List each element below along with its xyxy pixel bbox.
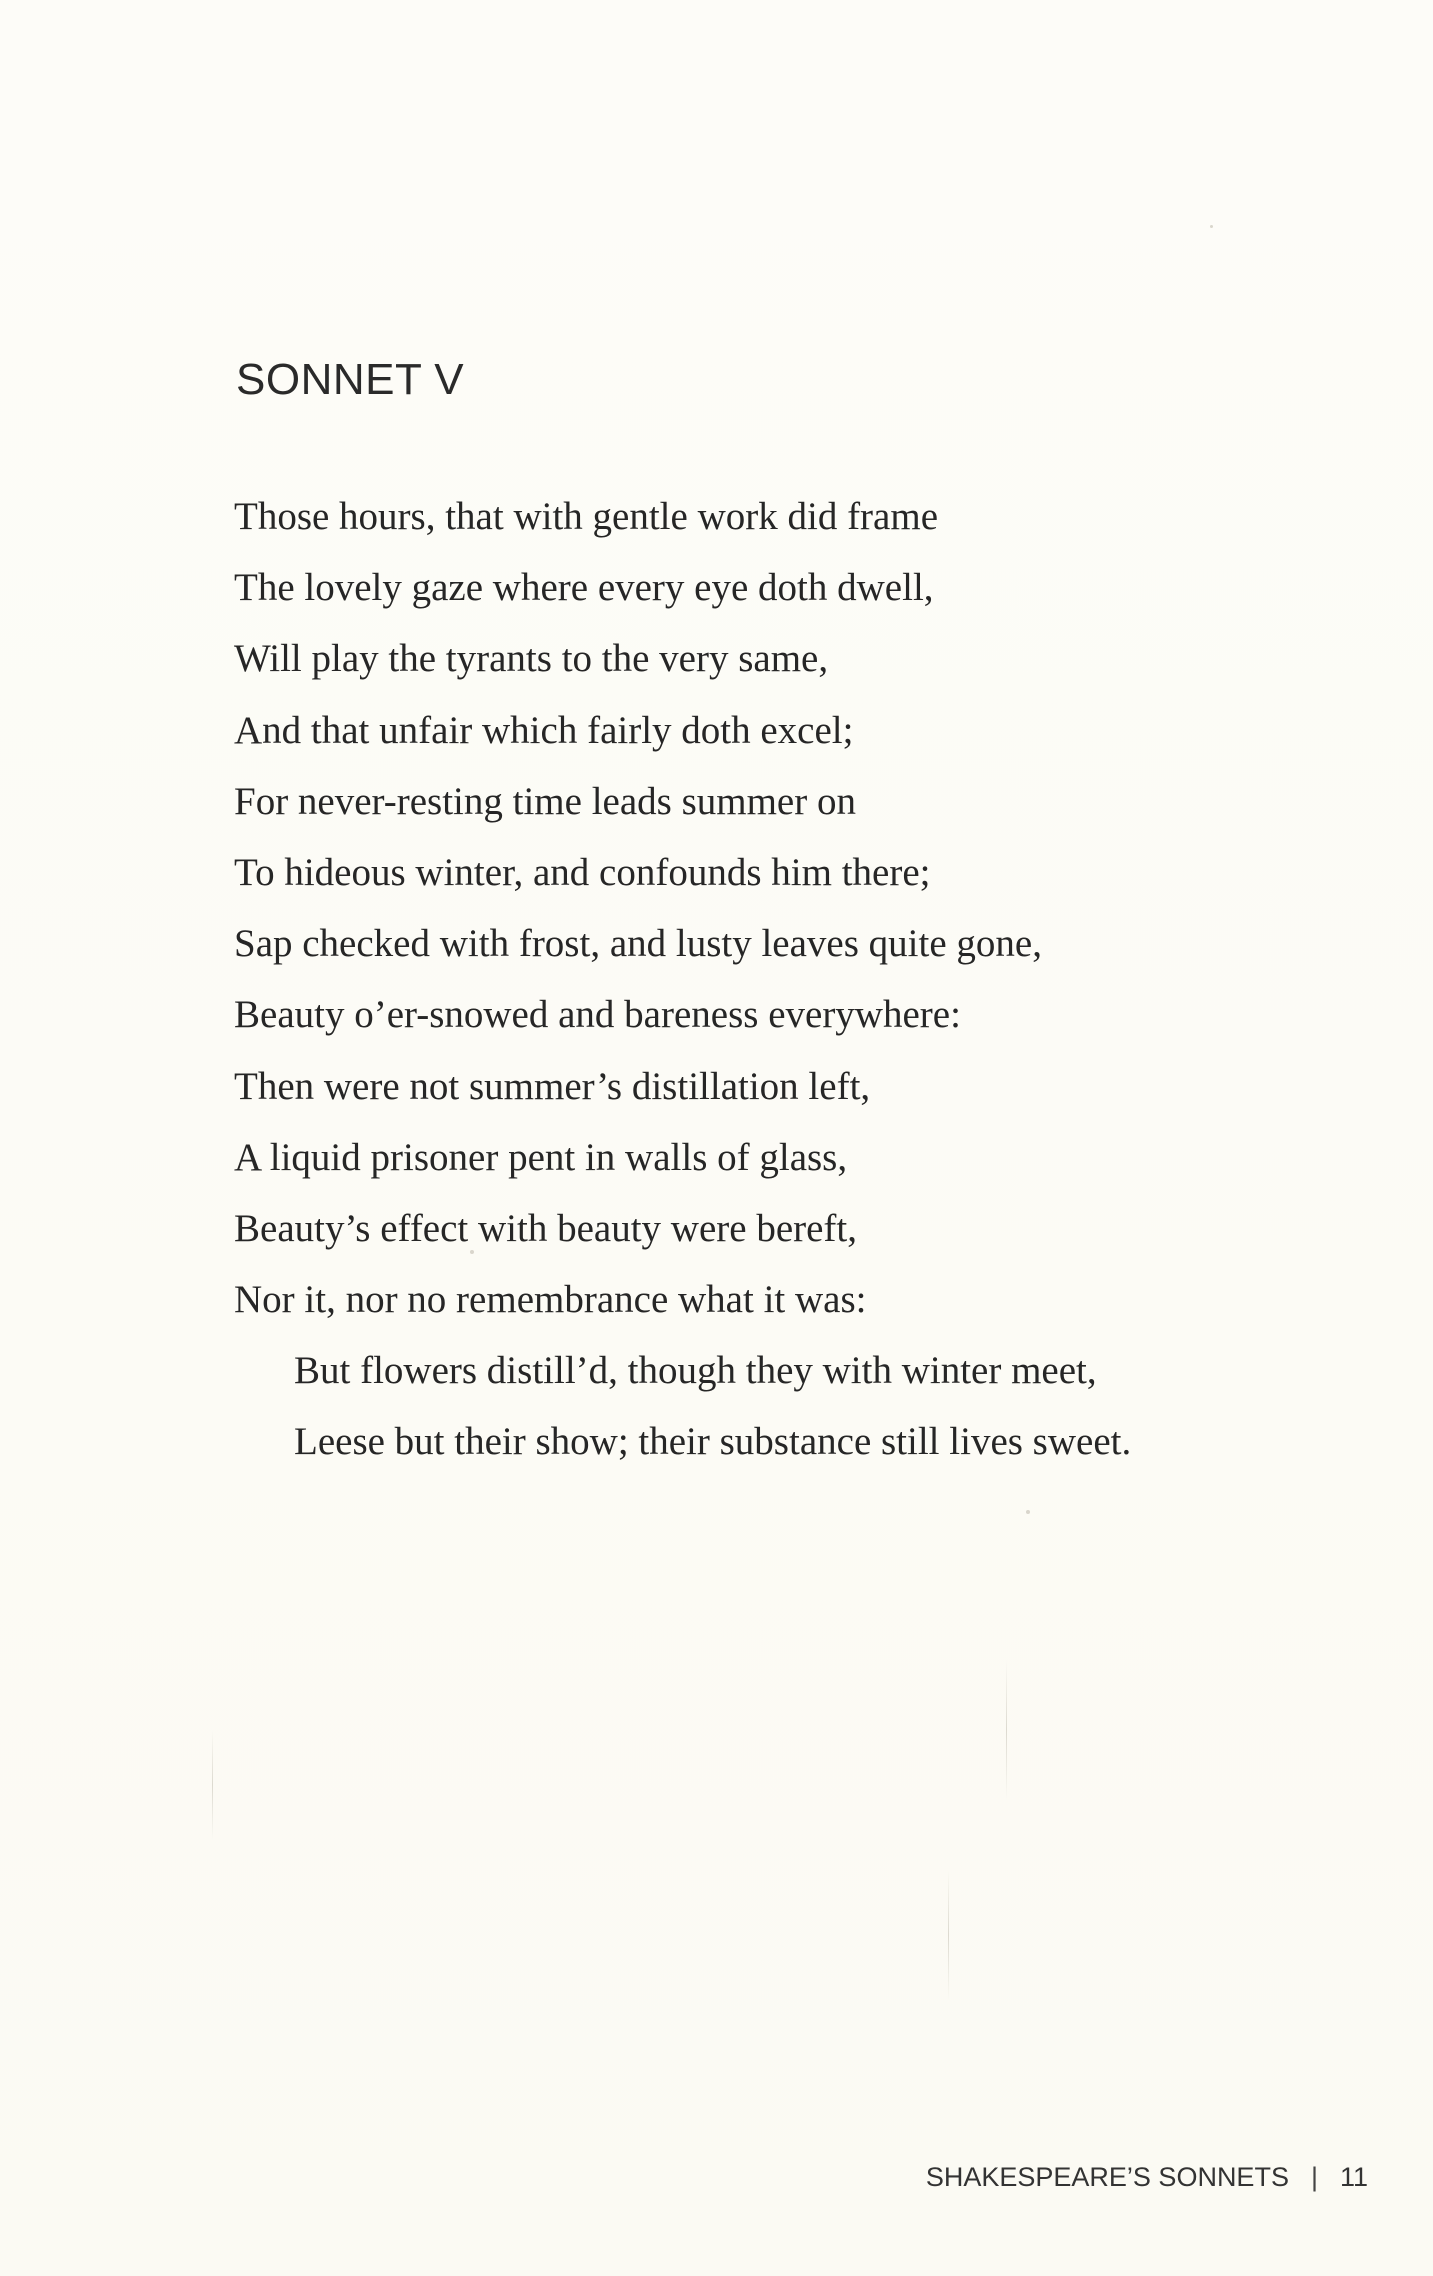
poem-line: Sap checked with frost, and lusty leaves quite gone,: [234, 922, 1042, 966]
poem-line: The lovely gaze where every eye doth dwell,: [234, 566, 934, 610]
footer-separator: |: [1310, 2162, 1318, 2192]
page-number: 11: [1339, 2162, 1368, 2192]
poem-line: Leese but their show; their substance still lives sweet.: [294, 1420, 1132, 1464]
running-head: SHAKESPEARE’S SONNETS: [925, 2162, 1289, 2192]
poem-line: But flowers distill’d, though they with winter meet,: [294, 1349, 1097, 1393]
paper-speck: [1026, 1510, 1030, 1514]
poem-line: To hideous winter, and confounds him there;: [234, 850, 931, 894]
poem-line: Beauty o’er-snowed and bareness everywhere:: [234, 993, 961, 1037]
poem-body: [234, 481, 1131, 1478]
poem-line: Will play the tyrants to the very same,: [234, 637, 829, 681]
poem-line: For never-resting time leads summer on: [234, 779, 856, 823]
paper-scuff: [212, 1730, 213, 1840]
paper-scuff: [948, 1870, 949, 2000]
poem-line: And that unfair which fairly doth excel;: [234, 708, 854, 752]
poem-line: Those hours, that with gentle work did frame: [234, 495, 938, 538]
paper-scuff: [1006, 1660, 1007, 1800]
poem-line: Nor it, nor no remembrance what it was:: [234, 1278, 867, 1322]
poem-line: Then were not summer’s distillation left,: [234, 1064, 871, 1108]
paper-speck: [1210, 225, 1213, 228]
poem-line: Beauty’s effect with beauty were bereft,: [234, 1206, 858, 1250]
page-footer: [926, 2162, 1368, 2193]
poem-line: A liquid prisoner pent in walls of glass,: [234, 1135, 848, 1179]
poem-title: SONNET V: [236, 355, 465, 404]
